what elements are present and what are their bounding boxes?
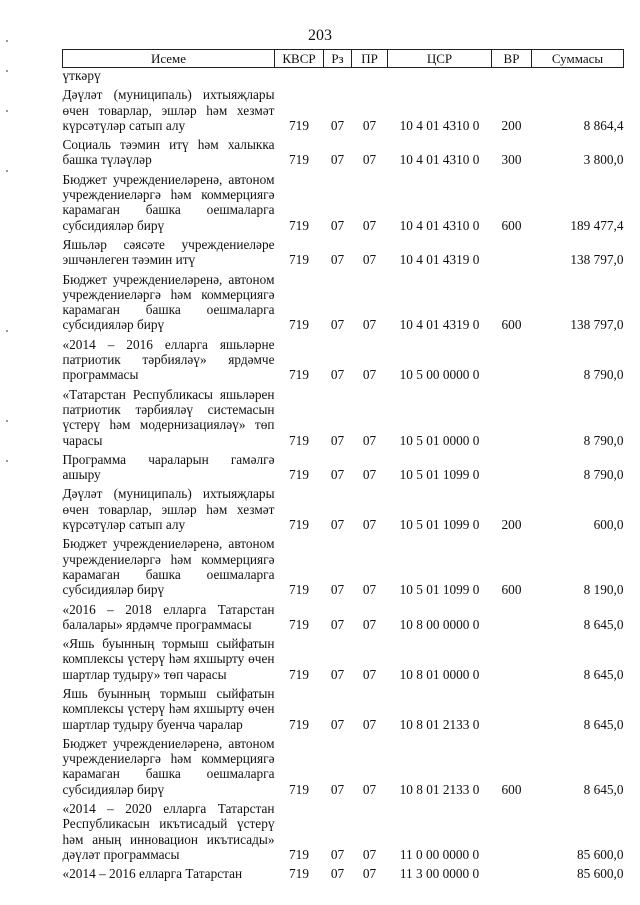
row-rz: 07 xyxy=(330,866,345,882)
row-kvsr: 719 xyxy=(289,252,309,268)
budget-table xyxy=(62,49,624,886)
table-row xyxy=(63,866,624,885)
table-row xyxy=(63,172,624,237)
row-pr xyxy=(352,68,388,88)
table-row xyxy=(63,686,624,736)
row-rz: 07 xyxy=(330,467,345,483)
row-rz xyxy=(324,68,352,88)
row-pr: 07 xyxy=(362,616,377,632)
column-header-sum: Суммасы xyxy=(532,50,624,68)
page-number: 203 xyxy=(308,27,332,44)
row-pr: 07 xyxy=(362,582,377,598)
row-name: «Яшь буынның тормыш сыйфатын комплексы үстерү һәм яхшырту өчен шартлар тудыру» төп чарасы xyxy=(62,636,275,682)
row-name: Дәүләт (муниципаль) ихтыяҗлары өчен товарлар, эшләр һәм хезмәт күрсәтүләр сатып алу xyxy=(62,486,275,533)
row-name: Бюджет учреждениеләренә, автоном учреждениеләргә һәм коммерциягә карамаган башка оешмаларга субсидияләр бирү xyxy=(62,735,275,797)
row-rz: 07 xyxy=(330,616,345,632)
row-vr xyxy=(492,602,532,637)
row-sum: 600,0 xyxy=(593,517,624,533)
row-name: Яшь буынның тормыш сыйфатын комплексы үстерү һәм яхшырту өчен шартлар тудыру буенча чаралар xyxy=(62,685,275,732)
row-name: Бюджет учреждениеләренә, автоном учреждениеләргә һәм коммерциягә карамаган башка оешмаларга субсидияләр бирү xyxy=(62,171,275,233)
row-csr: 10 8 01 2133 0 xyxy=(399,716,480,732)
row-pr: 07 xyxy=(362,666,377,682)
row-vr xyxy=(492,801,532,866)
row-vr: 600 xyxy=(501,781,522,797)
row-pr: 07 xyxy=(362,432,377,448)
row-kvsr: 719 xyxy=(289,666,309,682)
row-vr xyxy=(492,686,532,736)
row-rz: 07 xyxy=(330,582,345,598)
row-kvsr: 719 xyxy=(289,152,309,168)
table-row xyxy=(63,237,624,272)
row-name: «Татарстан Республикасы яшьләрен патриотик тәрбияләү системасын үстерү һәм модернизацияләү» төп чарасы xyxy=(62,386,275,448)
row-name: «2016 – 2018 елларга Татарстан балалары» ярдәмче программасы xyxy=(62,601,275,632)
row-csr: 10 5 01 1099 0 xyxy=(399,467,480,483)
row-sum: 85 600,0 xyxy=(576,846,624,862)
row-csr xyxy=(388,68,492,88)
row-sum: 8 645,0 xyxy=(583,666,624,682)
row-pr: 07 xyxy=(362,846,377,862)
row-vr xyxy=(492,68,532,88)
table-row xyxy=(63,87,624,137)
row-kvsr: 719 xyxy=(289,117,309,133)
row-csr: 11 3 00 0000 0 xyxy=(399,866,480,882)
row-kvsr: 719 xyxy=(289,317,309,333)
row-vr: 600 xyxy=(501,217,522,233)
row-kvsr: 719 xyxy=(289,716,309,732)
row-csr: 10 5 01 0000 0 xyxy=(399,432,480,448)
table-row xyxy=(63,337,624,387)
row-sum: 138 797,0 xyxy=(570,252,624,268)
margin-mark xyxy=(6,40,8,42)
row-pr: 07 xyxy=(362,716,377,732)
row-rz: 07 xyxy=(330,252,345,268)
table-row xyxy=(63,801,624,866)
row-csr: 10 5 00 0000 0 xyxy=(399,367,480,383)
row-vr: 200 xyxy=(501,517,522,533)
table-row xyxy=(63,68,624,88)
row-name: Дәүләт (муниципаль) ихтыяҗлары өчен товарлар, эшләр һәм хезмәт күрсәтүләр сатып алу xyxy=(62,87,275,133)
row-rz: 07 xyxy=(330,117,345,133)
row-name: Бюджет учреждениеләренә, автоном учреждениеләргә һәм коммерциягә карамаган башка оешмаларга субсидияләр бирү xyxy=(62,271,275,333)
row-csr: 10 4 01 4310 0 xyxy=(399,217,480,233)
table-row xyxy=(63,602,624,637)
row-vr xyxy=(492,452,532,487)
column-header-kvsr: КВСР xyxy=(275,50,324,68)
row-rz: 07 xyxy=(330,367,345,383)
table-row xyxy=(63,137,624,172)
row-csr: 10 5 01 1099 0 xyxy=(399,517,480,533)
row-kvsr: 719 xyxy=(289,217,309,233)
row-vr xyxy=(492,866,532,885)
row-csr: 10 4 01 4319 0 xyxy=(399,252,480,268)
row-name: Программа чараларын гамәлгә ашыру xyxy=(62,451,275,483)
row-kvsr: 719 xyxy=(289,432,309,448)
row-pr: 07 xyxy=(362,781,377,797)
row-kvsr: 719 xyxy=(289,367,309,383)
row-csr: 10 4 01 4319 0 xyxy=(399,317,480,333)
row-name: «2014 – 2020 елларга Татарстан Республикасын икътисадый үстерү һәм аның инновацион икътисады» дәүләт программасы xyxy=(62,801,275,862)
row-rz: 07 xyxy=(330,716,345,732)
row-sum: 8 790,0 xyxy=(583,367,624,383)
row-vr xyxy=(492,636,532,686)
row-kvsr: 719 xyxy=(289,467,309,483)
row-kvsr: 719 xyxy=(289,781,309,797)
row-name: Бюджет учреждениеләренә, автоном учреждениеләргә һәм коммерциягә карамаган башка оешмаларга субсидияләр бирү xyxy=(62,536,275,598)
row-sum: 138 797,0 xyxy=(570,317,624,333)
row-vr: 600 xyxy=(501,582,522,598)
row-sum: 8 864,4 xyxy=(583,117,624,133)
row-name: Яшьләр сәясәте учреждениеләре эшчәнлеген тәэмин итү xyxy=(62,236,275,268)
row-sum xyxy=(532,68,624,88)
row-sum: 8 190,0 xyxy=(583,582,624,598)
margin-mark xyxy=(6,70,8,72)
row-kvsr xyxy=(275,68,324,88)
row-name: «2014 – 2016 елларга Татарстан xyxy=(62,866,243,882)
row-sum: 8 645,0 xyxy=(583,781,624,797)
row-kvsr: 719 xyxy=(289,582,309,598)
row-pr: 07 xyxy=(362,517,377,533)
row-pr: 07 xyxy=(362,467,377,483)
row-pr: 07 xyxy=(362,317,377,333)
table-row xyxy=(63,486,624,536)
row-sum: 85 600,0 xyxy=(576,866,624,882)
column-header-name: Исеме xyxy=(63,50,275,68)
row-vr: 600 xyxy=(501,317,522,333)
row-csr: 10 8 00 0000 0 xyxy=(399,616,480,632)
row-kvsr: 719 xyxy=(289,866,309,882)
row-name: «2014 – 2016 елларга яшьләрне патриотик тәрбияләү» ярдәмче программасы xyxy=(62,336,275,383)
table-row xyxy=(63,387,624,452)
row-kvsr: 719 xyxy=(289,846,309,862)
row-kvsr: 719 xyxy=(289,517,309,533)
row-pr: 07 xyxy=(362,117,377,133)
row-pr: 07 xyxy=(362,252,377,268)
row-vr xyxy=(492,337,532,387)
row-sum: 8 645,0 xyxy=(583,616,624,632)
row-vr xyxy=(492,387,532,452)
column-header-csr: ЦСР xyxy=(388,50,492,68)
margin-mark xyxy=(6,330,8,332)
margin-mark xyxy=(6,420,8,422)
table-row xyxy=(63,636,624,686)
table-row xyxy=(63,736,624,801)
row-name: Социаль тәэмин итү һәм халыкка башка түләүләр xyxy=(62,137,275,168)
row-sum: 8 790,0 xyxy=(583,467,624,483)
row-csr: 10 8 01 0000 0 xyxy=(399,666,480,682)
row-csr: 10 4 01 4310 0 xyxy=(399,117,480,133)
row-pr: 07 xyxy=(362,217,377,233)
column-header-rz: Рз xyxy=(324,50,352,68)
row-sum: 3 800,0 xyxy=(583,152,624,168)
row-rz: 07 xyxy=(330,217,345,233)
row-vr: 200 xyxy=(501,117,522,133)
row-kvsr: 719 xyxy=(289,616,309,632)
row-pr: 07 xyxy=(362,152,377,168)
row-rz: 07 xyxy=(330,152,345,168)
column-header-pr: ПР xyxy=(352,50,388,68)
row-pr: 07 xyxy=(362,866,377,882)
table-row xyxy=(63,272,624,337)
row-rz: 07 xyxy=(330,432,345,448)
table-header xyxy=(63,50,624,68)
margin-mark xyxy=(6,170,8,172)
row-csr: 11 0 00 0000 0 xyxy=(399,846,480,862)
row-rz: 07 xyxy=(330,781,345,797)
row-sum: 8 790,0 xyxy=(583,432,624,448)
row-csr: 10 5 01 1099 0 xyxy=(399,582,480,598)
row-vr: 300 xyxy=(501,152,522,168)
row-rz: 07 xyxy=(330,666,345,682)
row-rz: 07 xyxy=(330,846,345,862)
table-row xyxy=(63,536,624,601)
row-sum: 189 477,4 xyxy=(570,217,624,233)
row-rz: 07 xyxy=(330,317,345,333)
row-name: үткәрү xyxy=(62,68,101,83)
row-sum: 8 645,0 xyxy=(583,716,624,732)
margin-mark xyxy=(6,110,8,112)
table-row xyxy=(63,452,624,487)
row-pr: 07 xyxy=(362,367,377,383)
row-vr xyxy=(492,237,532,272)
row-csr: 10 4 01 4310 0 xyxy=(399,152,480,168)
row-csr: 10 8 01 2133 0 xyxy=(399,781,480,797)
column-header-vr: ВР xyxy=(492,50,532,68)
row-rz: 07 xyxy=(330,517,345,533)
margin-mark xyxy=(6,460,8,462)
